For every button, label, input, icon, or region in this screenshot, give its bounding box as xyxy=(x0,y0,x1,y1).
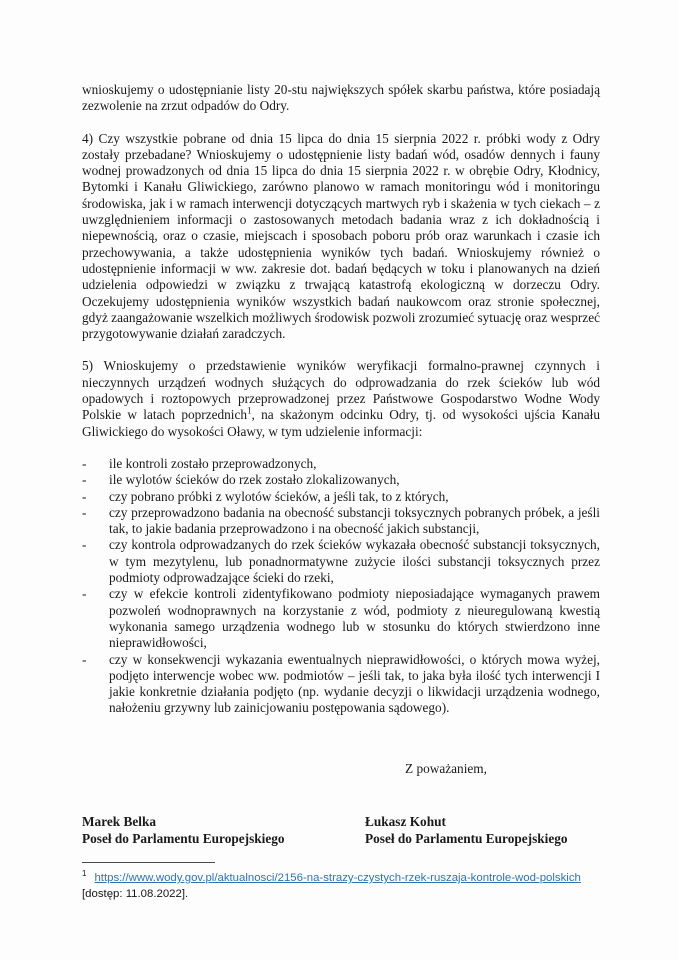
list-item-text: ile kontroli zostało przeprowadzonych, xyxy=(109,455,317,471)
footnote xyxy=(82,870,600,903)
list-item xyxy=(82,456,600,472)
list-item-text: czy przeprowadzono badania na obecność substancji toksycznych pobranych próbek, a jeśli tak, to jakie badania przeprowadzono i na obecność jakich substancji, xyxy=(109,504,600,537)
request-list xyxy=(82,456,600,717)
footnote-divider xyxy=(82,862,215,863)
point-5-text: 5) Wnioskujemy o przedstawienie wyników weryfikacji formalno-prawnej czynnych i nieczynnych urządzeń wodnych służących do odprowadzania do rzek ścieków lub wód opadowych i roztopowych przeprowadzonej przez Państwowe Gospodarstwo Wodne Wody Polskie w latach poprzednich xyxy=(82,358,600,423)
list-item xyxy=(82,505,600,538)
footnote-marker: 1 xyxy=(82,869,87,879)
signature-block xyxy=(82,813,600,847)
dash-marker: - xyxy=(82,651,87,667)
footnote-reference[interactable]: 1 xyxy=(247,405,252,416)
dash-marker: - xyxy=(82,504,87,520)
list-item xyxy=(82,489,600,505)
signature-right xyxy=(365,813,600,847)
dash-marker: - xyxy=(82,455,87,471)
footnote-link[interactable]: https://www.wody.gov.pl/aktualnosci/2156-na-strazy-czystych-rzek-ruszaja-kontrole-wod-polskich xyxy=(94,871,581,884)
signatory-title: Poseł do Parlamentu Europejskiego xyxy=(365,830,568,846)
dash-marker: - xyxy=(82,488,87,504)
list-item-text: czy w efekcie kontroli zidentyfikowano podmioty nieposiadające wymaganych prawem pozwoleń wodnoprawnych na korzystanie z wód, podmioty z nieuregulowaną kwestią wykonania samego urządzenia wodnego lub w stosunku do których stwierdzono inne nieprawidłowości, xyxy=(109,586,600,651)
list-item-text: ile wylotów ścieków do rzek zostało zlokalizowanych, xyxy=(109,472,400,488)
point-5-text-continued: , na skażonym odcinku Odry, tj. od wysokości ujścia Kanału Gliwickiego do wysokości Oławy, w tym udzielenie informacji: xyxy=(82,407,600,439)
list-item xyxy=(82,586,600,651)
list-item xyxy=(82,537,600,586)
list-item xyxy=(82,472,600,488)
list-item xyxy=(82,652,600,717)
paragraph-intro: wnioskujemy o udostępnianie listy 20-stu największych spółek skarbu państwa, które posiadają zezwolenie na zrzut odpadów do Odry. xyxy=(82,82,600,114)
dash-marker: - xyxy=(82,472,87,488)
footnote-access-date: [dostęp: 11.08.2022]. xyxy=(82,888,189,901)
list-item-text: czy pobrano próbki z wylotów ścieków, a jeśli tak, to z których, xyxy=(109,488,449,504)
list-item-text: czy kontrola odprowadzanych do rzek ścieków wykazała obecność substancji toksycznych, w tym mezytylenu, lub ponadnormatywne zużycie ilości substancji toksycznych przez podmioty odprowadzające ścieki do rzeki, xyxy=(109,537,600,586)
list-item-text: czy w konsekwencji wykazania ewentualnych nieprawidłowości, o których mowa wyżej, podjęto interwencje wobec ww. podmiotów – jeśli tak, to jaka była ilość tych interwencji I jakie konkretnie działania podjęto (np. wydanie decyzji o likwidacji urządzenia wodnego, nałożeniu grzywny lub zainicjowaniu postępowania sądowego). xyxy=(109,651,600,716)
signatory-title: Poseł do Parlamentu Europejskiego xyxy=(82,830,285,846)
signature-left xyxy=(82,813,365,847)
signatory-name: Marek Belka xyxy=(82,813,156,829)
paragraph-point-4: 4) Czy wszystkie pobrane od dnia 15 lipca do dnia 15 sierpnia 2022 r. próbki wody z Odry zostały przebadane? Wnioskujemy o udostępnienie listy badań wód, osadów dennych i fauny wodnej prowadzonych od dnia 15 lipca do dnia 15 sierpnia 2022 r. w obrębie Odry, Kłodnicy, Bytomki i Kanału Gliwickiego, zarówno planowo w ramach monitoringu wód i monitoringu środowiska, jak i w ramach interwencji dotyczących martwych ryb i skażenia w tych ciekach – z uwzględnieniem informacji o zastosowanych metodach badania wraz z ich dokładnością i niepewnością, oraz o czasie, miejscach i sposobach poboru prób oraz warunkach i czasie ich przechowywania, a także udostępnienia wyników tych badań. Wnioskujemy również o udostępnienie informacji w ww. zakresie dot. badań będących w toku i planowanych na dzień udzielenia odpowiedzi w związku z trwającą katastrofą ekologiczną w dorzeczu Odry. Oczekujemy udostępnienia wyników wszystkich badań naukowcom oraz stronie społecznej, gdyż zaangażowanie wszelkich możliwych środowisk pozwoli zrozumieć sytuację oraz wesprzeć przygotowywanie działań zaradczych. xyxy=(82,130,601,342)
signatory-name: Łukasz Kohut xyxy=(365,813,446,829)
dash-marker: - xyxy=(82,537,87,553)
closing-salutation: Z poważaniem, xyxy=(405,760,487,776)
paragraph-point-5 xyxy=(82,358,600,439)
dash-marker: - xyxy=(82,586,87,602)
